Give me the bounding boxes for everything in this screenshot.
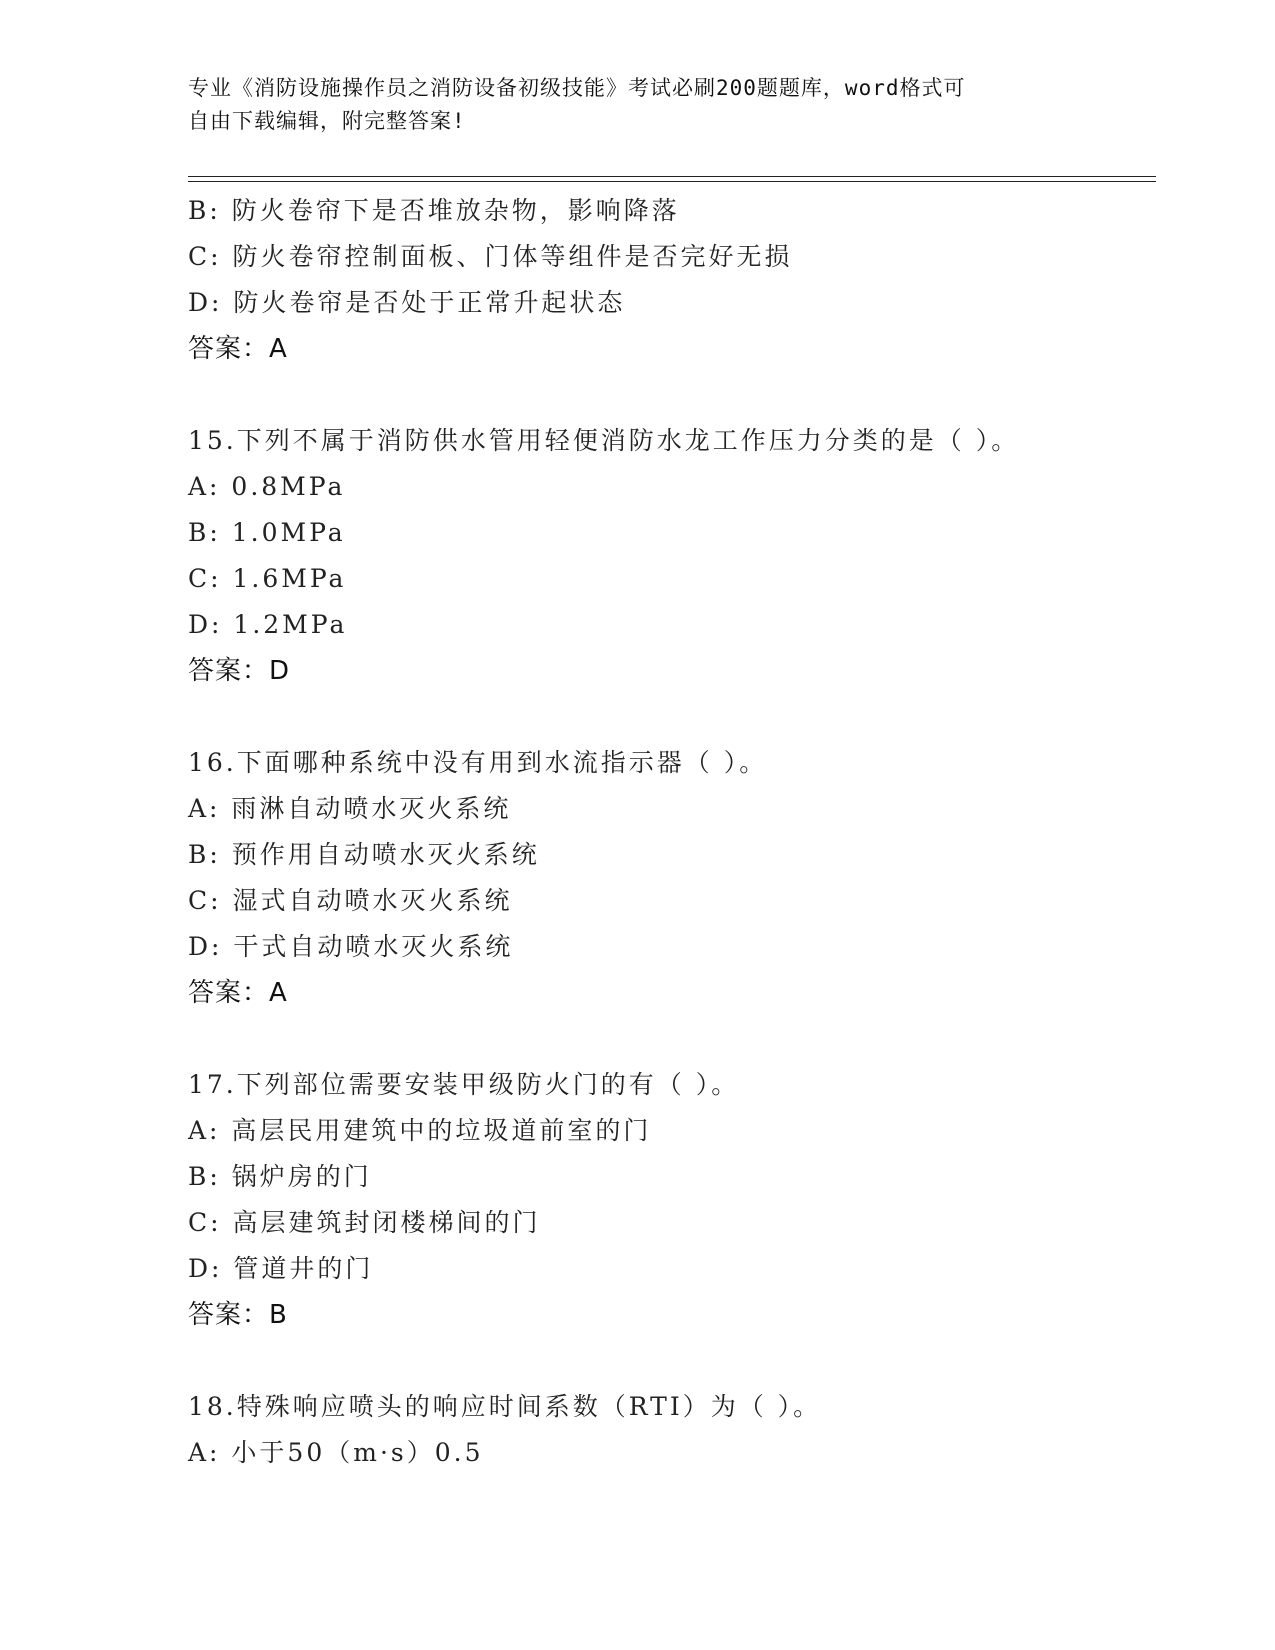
option-a: A: 雨淋自动喷水灭火系统 <box>188 794 512 823</box>
question-content <box>188 188 1148 1476</box>
question-17 <box>188 1062 1148 1338</box>
option-b: B: 防火卷帘下是否堆放杂物，影响降落 <box>188 196 680 225</box>
page-header <box>188 72 1068 138</box>
header-rule-top <box>188 176 1156 177</box>
option-b: B: 锅炉房的门 <box>188 1162 372 1191</box>
option-d: D: 干式自动喷水灭火系统 <box>188 932 514 961</box>
answer: 答案：A <box>188 334 288 364</box>
option-d: D: 1.2MPa <box>188 610 348 639</box>
option-d: D: 防火卷帘是否处于正常升起状态 <box>188 288 626 317</box>
question-16 <box>188 740 1148 1016</box>
option-c: C: 湿式自动喷水灭火系统 <box>188 886 513 915</box>
option-a: A: 高层民用建筑中的垃圾道前室的门 <box>188 1116 652 1145</box>
question-stem: 15.下列不属于消防供水管用轻便消防水龙工作压力分类的是（ ）。 <box>188 426 1020 455</box>
option-a: A: 0.8MPa <box>188 472 346 501</box>
option-b: B: 预作用自动喷水灭火系统 <box>188 840 540 869</box>
option-d: D: 管道井的门 <box>188 1254 374 1283</box>
option-c: C: 1.6MPa <box>188 564 347 593</box>
option-c: C: 高层建筑封闭楼梯间的门 <box>188 1208 541 1237</box>
question-stem: 18.特殊响应喷头的响应时间系数（RTI）为（ ）。 <box>188 1392 822 1421</box>
question-15 <box>188 418 1148 694</box>
option-c: C: 防火卷帘控制面板、门体等组件是否完好无损 <box>188 242 793 271</box>
header-line-2: 自由下载编辑，附完整答案! <box>188 109 466 133</box>
option-a: A: 小于50（m·s）0.5 <box>188 1438 484 1467</box>
option-b: B: 1.0MPa <box>188 518 346 547</box>
question-stem: 17.下列部位需要安装甲级防火门的有（ ）。 <box>188 1070 740 1099</box>
answer: 答案：B <box>188 1300 288 1330</box>
question-stem: 16.下面哪种系统中没有用到水流指示器（ ）。 <box>188 748 768 777</box>
answer: 答案：D <box>188 656 291 686</box>
header-rule-bottom <box>188 181 1156 182</box>
answer: 答案：A <box>188 978 288 1008</box>
question-14-carryover <box>188 188 1148 372</box>
question-18 <box>188 1384 1148 1476</box>
header-line-1: 专业《消防设施操作员之消防设备初级技能》考试必刷200题题库，word格式可 <box>188 76 966 100</box>
